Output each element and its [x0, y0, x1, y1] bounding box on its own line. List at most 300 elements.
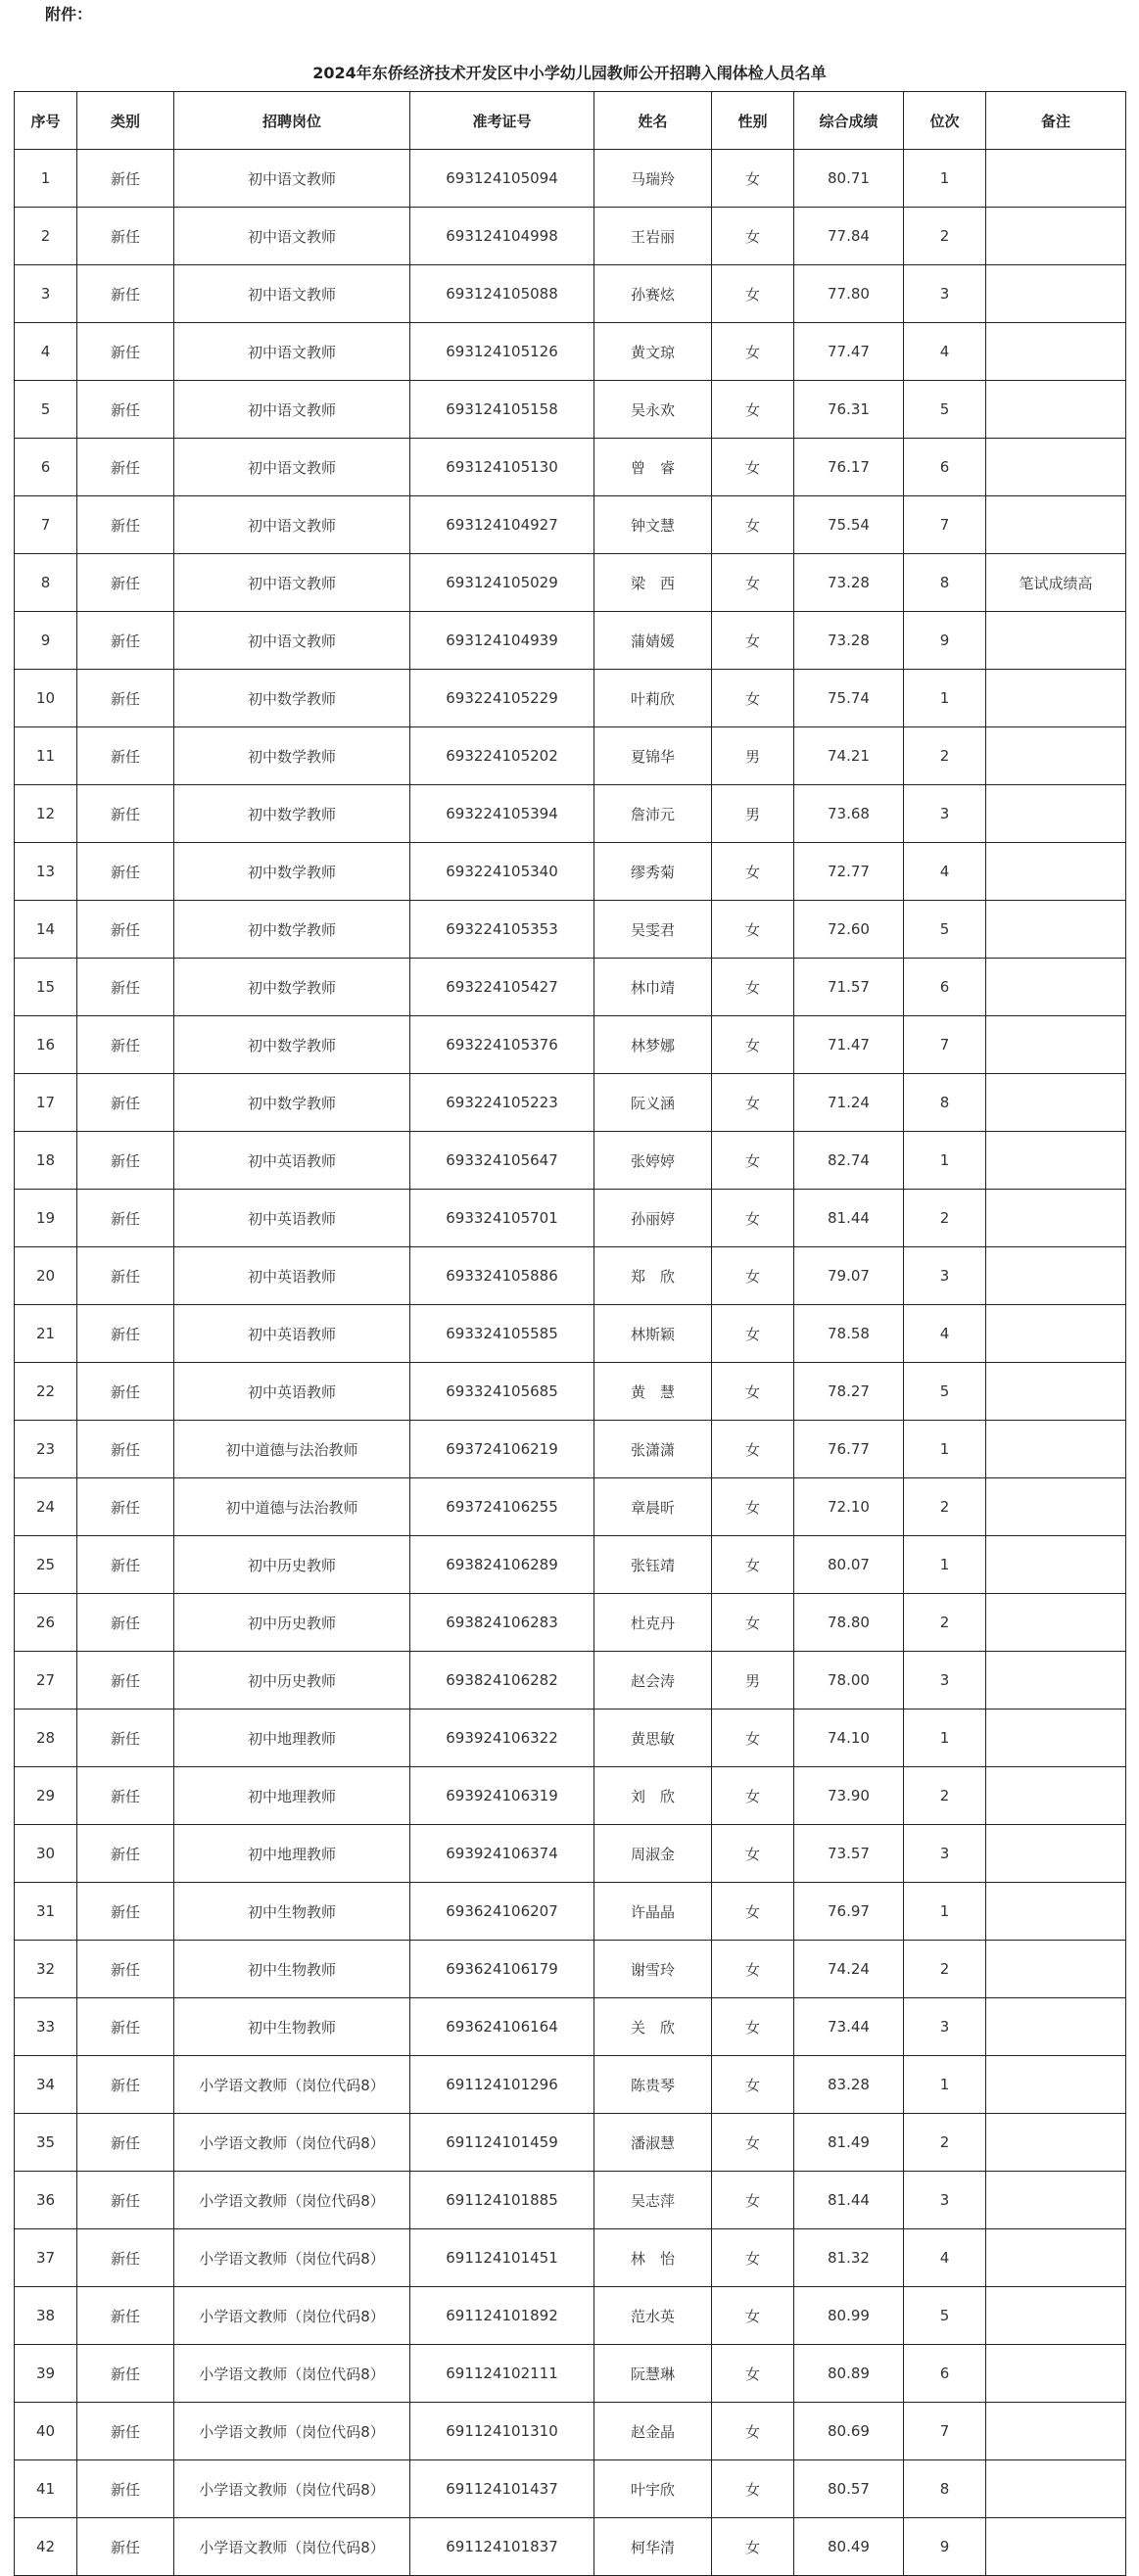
cell-name: 孙丽婷 [594, 1190, 712, 1247]
cell-gender: 女 [712, 1941, 794, 1998]
cell-name: 詹沛元 [594, 785, 712, 843]
cell-score: 81.44 [794, 1190, 904, 1247]
cell-position: 初中地理教师 [174, 1767, 410, 1825]
cell-name: 郑 欣 [594, 1247, 712, 1305]
table-row [15, 1710, 1126, 1767]
cell-rank: 6 [904, 959, 986, 1016]
cell-name: 谢雪玲 [594, 1941, 712, 1998]
cell-seq: 23 [15, 1421, 77, 1478]
cell-seq: 16 [15, 1016, 77, 1074]
cell-seq: 9 [15, 612, 77, 670]
cell-remark [986, 381, 1126, 439]
cell-rank: 2 [904, 1594, 986, 1652]
table-row [15, 959, 1126, 1016]
cell-rank: 1 [904, 150, 986, 208]
cell-score: 72.60 [794, 901, 904, 959]
cell-seq: 12 [15, 785, 77, 843]
cell-seq: 11 [15, 727, 77, 785]
cell-remark [986, 1825, 1126, 1883]
cell-position: 小学语文教师（岗位代码8） [174, 2345, 410, 2403]
cell-position: 初中历史教师 [174, 1536, 410, 1594]
cell-remark [986, 1305, 1126, 1363]
cell-remark [986, 265, 1126, 323]
table-row [15, 1190, 1126, 1247]
cell-category: 新任 [77, 2172, 174, 2229]
cell-rank: 3 [904, 785, 986, 843]
cell-category: 新任 [77, 785, 174, 843]
table-row [15, 1305, 1126, 1363]
cell-name: 张钰靖 [594, 1536, 712, 1594]
cell-category: 新任 [77, 1478, 174, 1536]
cell-exam-id: 693324105685 [410, 1363, 594, 1421]
header-row [15, 92, 1126, 150]
cell-score: 80.71 [794, 150, 904, 208]
cell-exam-id: 691124101837 [410, 2518, 594, 2576]
cell-exam-id: 693724106219 [410, 1421, 594, 1478]
cell-remark [986, 1536, 1126, 1594]
cell-category: 新任 [77, 1247, 174, 1305]
cell-position: 初中语文教师 [174, 612, 410, 670]
cell-exam-id: 693624106179 [410, 1941, 594, 1998]
cell-score: 72.77 [794, 843, 904, 901]
cell-remark [986, 2056, 1126, 2114]
cell-rank: 1 [904, 1132, 986, 1190]
cell-score: 78.58 [794, 1305, 904, 1363]
cell-remark [986, 612, 1126, 670]
cell-score: 75.74 [794, 670, 904, 727]
cell-rank: 5 [904, 381, 986, 439]
cell-score: 74.21 [794, 727, 904, 785]
cell-rank: 3 [904, 265, 986, 323]
cell-gender: 女 [712, 381, 794, 439]
cell-seq: 28 [15, 1710, 77, 1767]
cell-seq: 37 [15, 2229, 77, 2287]
cell-rank: 7 [904, 2403, 986, 2460]
cell-score: 80.49 [794, 2518, 904, 2576]
cell-position: 初中数学教师 [174, 959, 410, 1016]
cell-seq: 21 [15, 1305, 77, 1363]
cell-name: 缪秀菊 [594, 843, 712, 901]
cell-rank: 2 [904, 727, 986, 785]
cell-category: 新任 [77, 1594, 174, 1652]
cell-name: 钟文慧 [594, 496, 712, 554]
cell-exam-id: 693124104998 [410, 208, 594, 265]
cell-gender: 女 [712, 2056, 794, 2114]
cell-category: 新任 [77, 1421, 174, 1478]
cell-position: 初中数学教师 [174, 727, 410, 785]
cell-name: 陈贵琴 [594, 2056, 712, 2114]
cell-category: 新任 [77, 2114, 174, 2172]
cell-name: 杜克丹 [594, 1594, 712, 1652]
table-row [15, 150, 1126, 208]
cell-gender: 女 [712, 1421, 794, 1478]
cell-category: 新任 [77, 1016, 174, 1074]
cell-seq: 6 [15, 439, 77, 496]
cell-exam-id: 693324105701 [410, 1190, 594, 1247]
table-row [15, 901, 1126, 959]
cell-remark [986, 1190, 1126, 1247]
cell-remark [986, 670, 1126, 727]
cell-remark [986, 496, 1126, 554]
cell-exam-id: 691124102111 [410, 2345, 594, 2403]
cell-position: 初中语文教师 [174, 496, 410, 554]
cell-gender: 女 [712, 2345, 794, 2403]
cell-score: 71.24 [794, 1074, 904, 1132]
cell-score: 77.80 [794, 265, 904, 323]
cell-seq: 26 [15, 1594, 77, 1652]
cell-gender: 男 [712, 727, 794, 785]
cell-position: 初中数学教师 [174, 843, 410, 901]
cell-name: 吴志萍 [594, 2172, 712, 2229]
cell-category: 新任 [77, 1536, 174, 1594]
cell-gender: 女 [712, 1825, 794, 1883]
cell-seq: 41 [15, 2460, 77, 2518]
table-row [15, 1883, 1126, 1941]
column-header-score: 综合成绩 [794, 92, 904, 150]
cell-seq: 7 [15, 496, 77, 554]
cell-rank: 3 [904, 1652, 986, 1710]
cell-position: 初中数学教师 [174, 901, 410, 959]
cell-category: 新任 [77, 670, 174, 727]
cell-name: 曾 睿 [594, 439, 712, 496]
cell-gender: 女 [712, 2460, 794, 2518]
cell-remark [986, 1594, 1126, 1652]
table-row [15, 1767, 1126, 1825]
cell-remark [986, 2518, 1126, 2576]
column-header-category: 类别 [77, 92, 174, 150]
cell-position: 初中数学教师 [174, 670, 410, 727]
cell-position: 小学语文教师（岗位代码8） [174, 2518, 410, 2576]
cell-remark [986, 1941, 1126, 1998]
column-header-seq: 序号 [15, 92, 77, 150]
cell-remark [986, 1247, 1126, 1305]
cell-rank: 1 [904, 1536, 986, 1594]
cell-score: 74.10 [794, 1710, 904, 1767]
cell-category: 新任 [77, 1363, 174, 1421]
cell-category: 新任 [77, 901, 174, 959]
cell-remark [986, 2287, 1126, 2345]
table-row [15, 1074, 1126, 1132]
cell-rank: 3 [904, 1247, 986, 1305]
table-row [15, 439, 1126, 496]
cell-seq: 4 [15, 323, 77, 381]
page-title: 2024年东侨经济技术开发区中小学幼儿园教师公开招聘入闱体检人员名单 [312, 64, 827, 82]
table-row [15, 612, 1126, 670]
cell-gender: 女 [712, 1883, 794, 1941]
cell-remark: 笔试成绩高 [986, 554, 1126, 612]
cell-rank: 4 [904, 2229, 986, 2287]
cell-gender: 女 [712, 2287, 794, 2345]
cell-score: 82.74 [794, 1132, 904, 1190]
cell-score: 73.28 [794, 554, 904, 612]
cell-position: 小学语文教师（岗位代码8） [174, 2287, 410, 2345]
table-row [15, 2518, 1126, 2576]
cell-exam-id: 693124105094 [410, 150, 594, 208]
cell-seq: 24 [15, 1478, 77, 1536]
cell-seq: 14 [15, 901, 77, 959]
cell-gender: 女 [712, 2229, 794, 2287]
cell-exam-id: 693624106164 [410, 1998, 594, 2056]
cell-gender: 女 [712, 1710, 794, 1767]
cell-seq: 27 [15, 1652, 77, 1710]
cell-score: 72.10 [794, 1478, 904, 1536]
cell-exam-id: 691124101296 [410, 2056, 594, 2114]
cell-exam-id: 693224105427 [410, 959, 594, 1016]
table-body [15, 150, 1126, 2576]
cell-seq: 17 [15, 1074, 77, 1132]
cell-name: 潘淑慧 [594, 2114, 712, 2172]
cell-gender: 男 [712, 785, 794, 843]
cell-score: 78.80 [794, 1594, 904, 1652]
cell-rank: 8 [904, 2460, 986, 2518]
table-row [15, 1421, 1126, 1478]
cell-remark [986, 2172, 1126, 2229]
cell-rank: 4 [904, 843, 986, 901]
table-row [15, 1652, 1126, 1710]
column-header-remark: 备注 [986, 92, 1126, 150]
cell-name: 马瑞羚 [594, 150, 712, 208]
cell-exam-id: 693824106289 [410, 1536, 594, 1594]
table-row [15, 2114, 1126, 2172]
cell-name: 吴雯君 [594, 901, 712, 959]
cell-score: 77.47 [794, 323, 904, 381]
cell-rank: 2 [904, 1941, 986, 1998]
cell-category: 新任 [77, 2229, 174, 2287]
table-row [15, 265, 1126, 323]
cell-gender: 女 [712, 1305, 794, 1363]
cell-position: 小学语文教师（岗位代码8） [174, 2229, 410, 2287]
cell-gender: 女 [712, 2518, 794, 2576]
cell-remark [986, 2114, 1126, 2172]
cell-category: 新任 [77, 2287, 174, 2345]
cell-rank: 6 [904, 2345, 986, 2403]
cell-score: 80.69 [794, 2403, 904, 2460]
cell-seq: 25 [15, 1536, 77, 1594]
cell-seq: 18 [15, 1132, 77, 1190]
cell-position: 初中英语教师 [174, 1132, 410, 1190]
cell-gender: 女 [712, 1016, 794, 1074]
table-row [15, 1363, 1126, 1421]
cell-exam-id: 691124101885 [410, 2172, 594, 2229]
cell-name: 孙赛炫 [594, 265, 712, 323]
cell-seq: 19 [15, 1190, 77, 1247]
cell-category: 新任 [77, 150, 174, 208]
cell-exam-id: 693224105376 [410, 1016, 594, 1074]
cell-seq: 10 [15, 670, 77, 727]
cell-position: 初中地理教师 [174, 1825, 410, 1883]
table-row [15, 2287, 1126, 2345]
cell-category: 新任 [77, 208, 174, 265]
cell-name: 章晨昕 [594, 1478, 712, 1536]
cell-seq: 1 [15, 150, 77, 208]
cell-exam-id: 693224105353 [410, 901, 594, 959]
cell-category: 新任 [77, 1652, 174, 1710]
cell-category: 新任 [77, 2056, 174, 2114]
cell-gender: 女 [712, 1767, 794, 1825]
column-header-name: 姓名 [594, 92, 712, 150]
table-row [15, 1998, 1126, 2056]
cell-score: 76.31 [794, 381, 904, 439]
cell-remark [986, 1998, 1126, 2056]
cell-seq: 42 [15, 2518, 77, 2576]
table-row [15, 1941, 1126, 1998]
table-row [15, 2403, 1126, 2460]
table-row [15, 1478, 1126, 1536]
cell-name: 范水英 [594, 2287, 712, 2345]
cell-name: 林 怡 [594, 2229, 712, 2287]
cell-position: 小学语文教师（岗位代码8） [174, 2114, 410, 2172]
cell-exam-id: 693924106374 [410, 1825, 594, 1883]
cell-remark [986, 150, 1126, 208]
cell-name: 林斯颖 [594, 1305, 712, 1363]
cell-gender: 女 [712, 1594, 794, 1652]
cell-name: 林梦娜 [594, 1016, 712, 1074]
cell-exam-id: 693824106282 [410, 1652, 594, 1710]
cell-category: 新任 [77, 265, 174, 323]
cell-rank: 1 [904, 1883, 986, 1941]
cell-seq: 29 [15, 1767, 77, 1825]
cell-position: 小学语文教师（岗位代码8） [174, 2460, 410, 2518]
table-row [15, 1536, 1126, 1594]
table-row [15, 2056, 1126, 2114]
cell-exam-id: 691124101459 [410, 2114, 594, 2172]
cell-score: 80.57 [794, 2460, 904, 2518]
cell-remark [986, 1421, 1126, 1478]
cell-position: 初中语文教师 [174, 150, 410, 208]
table-row [15, 496, 1126, 554]
cell-rank: 6 [904, 439, 986, 496]
cell-exam-id: 693124105126 [410, 323, 594, 381]
cell-name: 柯华清 [594, 2518, 712, 2576]
cell-gender: 女 [712, 1074, 794, 1132]
cell-category: 新任 [77, 2518, 174, 2576]
cell-score: 73.68 [794, 785, 904, 843]
table-row [15, 2460, 1126, 2518]
cell-position: 初中语文教师 [174, 439, 410, 496]
cell-rank: 3 [904, 1998, 986, 2056]
cell-category: 新任 [77, 1305, 174, 1363]
cell-rank: 1 [904, 2056, 986, 2114]
cell-gender: 女 [712, 670, 794, 727]
cell-category: 新任 [77, 1998, 174, 2056]
cell-rank: 5 [904, 901, 986, 959]
cell-name: 梁 西 [594, 554, 712, 612]
cell-name: 刘 欣 [594, 1767, 712, 1825]
column-header-gender: 性别 [712, 92, 794, 150]
cell-seq: 39 [15, 2345, 77, 2403]
cell-name: 黄 慧 [594, 1363, 712, 1421]
cell-remark [986, 323, 1126, 381]
cell-name: 许晶晶 [594, 1883, 712, 1941]
cell-gender: 女 [712, 1478, 794, 1536]
column-header-rank: 位次 [904, 92, 986, 150]
cell-rank: 7 [904, 1016, 986, 1074]
cell-gender: 女 [712, 2114, 794, 2172]
attachment-label: 附件： [45, 5, 93, 23]
cell-position: 初中历史教师 [174, 1652, 410, 1710]
cell-gender: 女 [712, 1132, 794, 1190]
cell-category: 新任 [77, 2403, 174, 2460]
cell-name: 张婷婷 [594, 1132, 712, 1190]
table-row [15, 1825, 1126, 1883]
cell-remark [986, 1132, 1126, 1190]
cell-score: 80.89 [794, 2345, 904, 2403]
cell-seq: 22 [15, 1363, 77, 1421]
cell-exam-id: 693124105029 [410, 554, 594, 612]
cell-name: 黄文琼 [594, 323, 712, 381]
cell-exam-id: 693324105886 [410, 1247, 594, 1305]
cell-gender: 女 [712, 901, 794, 959]
cell-seq: 2 [15, 208, 77, 265]
cell-rank: 5 [904, 2287, 986, 2345]
cell-score: 78.27 [794, 1363, 904, 1421]
cell-score: 74.24 [794, 1941, 904, 1998]
cell-gender: 女 [712, 323, 794, 381]
cell-exam-id: 693224105229 [410, 670, 594, 727]
cell-name: 周淑金 [594, 1825, 712, 1883]
cell-position: 初中英语教师 [174, 1190, 410, 1247]
cell-seq: 35 [15, 2114, 77, 2172]
table-row [15, 554, 1126, 612]
cell-position: 初中数学教师 [174, 1074, 410, 1132]
cell-seq: 20 [15, 1247, 77, 1305]
cell-position: 初中语文教师 [174, 323, 410, 381]
cell-name: 林巾靖 [594, 959, 712, 1016]
cell-exam-id: 693624106207 [410, 1883, 594, 1941]
cell-score: 80.99 [794, 2287, 904, 2345]
cell-rank: 2 [904, 1190, 986, 1247]
cell-position: 初中英语教师 [174, 1363, 410, 1421]
cell-exam-id: 693124104927 [410, 496, 594, 554]
cell-category: 新任 [77, 1767, 174, 1825]
cell-gender: 女 [712, 1998, 794, 2056]
cell-position: 初中地理教师 [174, 1710, 410, 1767]
cell-rank: 1 [904, 670, 986, 727]
column-header-exam-id: 准考证号 [410, 92, 594, 150]
cell-position: 初中语文教师 [174, 381, 410, 439]
cell-exam-id: 693824106283 [410, 1594, 594, 1652]
cell-remark [986, 959, 1126, 1016]
table-row [15, 843, 1126, 901]
cell-remark [986, 439, 1126, 496]
cell-exam-id: 691124101437 [410, 2460, 594, 2518]
cell-name: 王岩丽 [594, 208, 712, 265]
cell-position: 初中道德与法治教师 [174, 1421, 410, 1478]
cell-name: 叶宇欣 [594, 2460, 712, 2518]
cell-exam-id: 693224105223 [410, 1074, 594, 1132]
cell-name: 夏锦华 [594, 727, 712, 785]
cell-name: 关 欣 [594, 1998, 712, 2056]
cell-rank: 5 [904, 1363, 986, 1421]
table-row [15, 208, 1126, 265]
cell-position: 初中英语教师 [174, 1247, 410, 1305]
cell-category: 新任 [77, 2345, 174, 2403]
cell-name: 叶莉欣 [594, 670, 712, 727]
cell-score: 76.77 [794, 1421, 904, 1478]
table-row [15, 2345, 1126, 2403]
cell-seq: 8 [15, 554, 77, 612]
cell-score: 81.44 [794, 2172, 904, 2229]
cell-gender: 女 [712, 959, 794, 1016]
cell-category: 新任 [77, 1883, 174, 1941]
cell-exam-id: 693124105130 [410, 439, 594, 496]
cell-remark [986, 843, 1126, 901]
cell-name: 吴永欢 [594, 381, 712, 439]
table-row [15, 1132, 1126, 1190]
table-row [15, 2229, 1126, 2287]
cell-seq: 31 [15, 1883, 77, 1941]
cell-seq: 33 [15, 1998, 77, 2056]
